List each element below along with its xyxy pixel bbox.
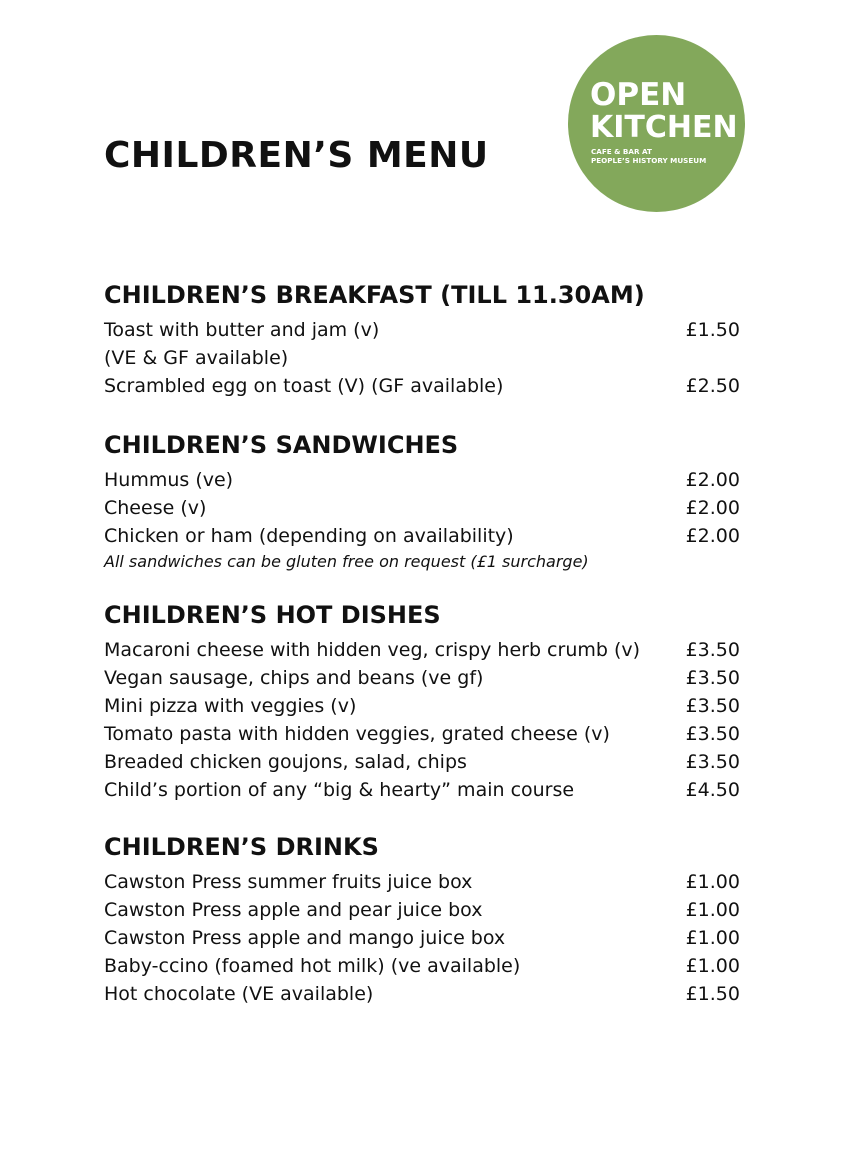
logo-line-4: PEOPLE’S HISTORY MUSEUM (591, 156, 707, 165)
menu-item (104, 748, 740, 776)
item-price: £2.00 (685, 525, 740, 547)
item-price: £1.00 (685, 871, 740, 893)
menu-item (104, 636, 740, 664)
item-price: £3.50 (685, 751, 740, 773)
menu-item (104, 372, 740, 400)
menu-title: CHILDREN’S MENU (104, 135, 489, 176)
section-hot-dishes (104, 603, 740, 804)
item-name: Cheese (v) (104, 497, 207, 519)
section-breakfast (104, 283, 740, 400)
item-name: Cawston Press apple and mango juice box (104, 927, 506, 949)
item-name: Vegan sausage, chips and beans (ve gf) (104, 667, 484, 689)
item-name: Child’s portion of any “big & hearty” main course (104, 779, 575, 801)
menu-item (104, 692, 740, 720)
logo-line-1: OPEN (590, 77, 687, 113)
menu-item (104, 776, 740, 804)
menu-item (104, 316, 740, 344)
item-name: Macaroni cheese with hidden veg, crispy herb crumb (v) (104, 639, 641, 661)
item-price: £1.50 (685, 983, 740, 1005)
item-price: £3.50 (685, 639, 740, 661)
section-heading: CHILDREN’S DRINKS (104, 833, 379, 861)
open-kitchen-logo (568, 35, 745, 212)
item-name: Chicken or ham (depending on availability) (104, 525, 514, 547)
item-price: £1.50 (685, 319, 740, 341)
item-price: £2.00 (685, 497, 740, 519)
item-price: £3.50 (685, 667, 740, 689)
section-sandwiches (104, 433, 740, 574)
item-price: £1.00 (685, 927, 740, 949)
item-name: Baby-ccino (foamed hot milk) (ve available) (104, 955, 521, 977)
item-name: Hummus (ve) (104, 469, 234, 491)
item-name: Scrambled egg on toast (V) (GF available) (104, 375, 504, 397)
menu-item (104, 344, 740, 372)
menu-item (104, 720, 740, 748)
menu-item (104, 494, 740, 522)
menu-item (104, 466, 740, 494)
item-name: Breaded chicken goujons, salad, chips (104, 751, 467, 773)
item-price: £1.00 (685, 955, 740, 977)
item-name: Tomato pasta with hidden veggies, grated cheese (v) (104, 723, 610, 745)
item-name: Cawston Press apple and pear juice box (104, 899, 483, 921)
item-price: £2.50 (685, 375, 740, 397)
menu-item (104, 924, 740, 952)
item-name: (VE & GF available) (104, 347, 289, 369)
item-price: £2.00 (685, 469, 740, 491)
item-price: £4.50 (685, 779, 740, 801)
item-name: Cawston Press summer fruits juice box (104, 871, 473, 893)
item-name: Hot chocolate (VE available) (104, 983, 374, 1005)
menu-item (104, 980, 740, 1008)
section-heading: CHILDREN’S BREAKFAST (TILL 11.30AM) (104, 281, 645, 309)
logo-line-2: KITCHEN (590, 110, 738, 145)
menu-item (104, 868, 740, 896)
sandwich-note: All sandwiches can be gluten free on request (£1 surcharge) (104, 552, 589, 571)
item-price: £3.50 (685, 723, 740, 745)
logo-line-3: CAFE & BAR AT (591, 147, 652, 156)
menu-item (104, 664, 740, 692)
section-drinks (104, 835, 740, 1008)
item-price: £3.50 (685, 695, 740, 717)
item-name: Mini pizza with veggies (v) (104, 695, 357, 717)
menu-item (104, 896, 740, 924)
menu-item (104, 952, 740, 980)
section-heading: CHILDREN’S HOT DISHES (104, 601, 441, 629)
item-name: Toast with butter and jam (v) (104, 319, 380, 341)
menu-item (104, 522, 740, 550)
item-price: £1.00 (685, 899, 740, 921)
section-heading: CHILDREN’S SANDWICHES (104, 431, 459, 459)
